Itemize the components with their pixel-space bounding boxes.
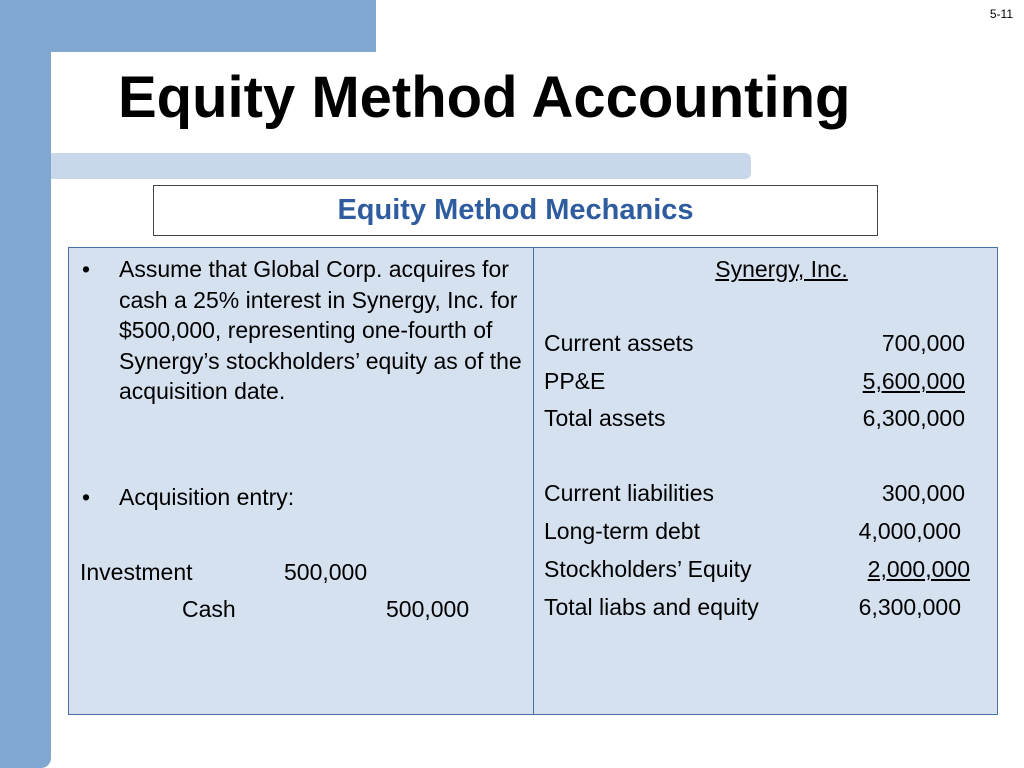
row-label: Total liabs and equity bbox=[544, 594, 759, 620]
balance-sheet-row bbox=[544, 403, 964, 433]
row-value: 6,300,000 bbox=[862, 405, 965, 431]
row-value: 300,000 bbox=[881, 480, 965, 506]
row-value: 6,300,000 bbox=[858, 594, 961, 620]
balance-sheet-row bbox=[544, 592, 964, 622]
row-label: Stockholders’ Equity bbox=[544, 556, 752, 582]
row-value: 700,000 bbox=[881, 330, 965, 356]
entry-account: Investment bbox=[80, 559, 193, 585]
balance-sheet-row bbox=[544, 478, 964, 508]
slide-title: Equity Method Accounting bbox=[118, 65, 851, 130]
entry-amount: 500,000 bbox=[284, 559, 368, 585]
balance-sheet-row bbox=[544, 328, 964, 358]
bullet-item: • Assume that Global Corp. acquires for cash a 25% interest in Synergy, Inc. for $500,000, representing one-fourth of Synergy’s stockholders’ equity as of the acquisition date. bbox=[119, 254, 531, 407]
row-label: PP&E bbox=[544, 368, 606, 394]
row-label: Long-term debt bbox=[544, 518, 700, 544]
entry-amount: 500,000 bbox=[386, 596, 470, 622]
right-content-panel bbox=[533, 247, 998, 715]
subtitle-box bbox=[153, 185, 878, 236]
row-value: 4,000,000 bbox=[858, 518, 961, 544]
row-label: Total assets bbox=[544, 405, 666, 431]
balance-sheet-row bbox=[544, 516, 964, 546]
entry-account: Cash bbox=[182, 596, 236, 622]
balance-sheet-row bbox=[544, 554, 970, 584]
bullet-item: • Acquisition entry: bbox=[119, 482, 531, 513]
decorative-left-band bbox=[0, 0, 51, 768]
balance-sheet-row bbox=[544, 366, 964, 396]
row-value: 5,600,000 bbox=[862, 368, 965, 394]
left-content-panel bbox=[68, 247, 534, 715]
row-label: Current liabilities bbox=[544, 480, 715, 506]
row-label: Current assets bbox=[544, 330, 694, 356]
decorative-top-band bbox=[0, 0, 376, 52]
row-value: 2,000,000 bbox=[867, 556, 970, 582]
subtitle: Equity Method Mechanics bbox=[337, 194, 694, 226]
decorative-title-underbar bbox=[51, 153, 751, 179]
company-heading: Synergy, Inc. bbox=[715, 256, 848, 282]
slide-number: 5-11 bbox=[989, 7, 1013, 21]
